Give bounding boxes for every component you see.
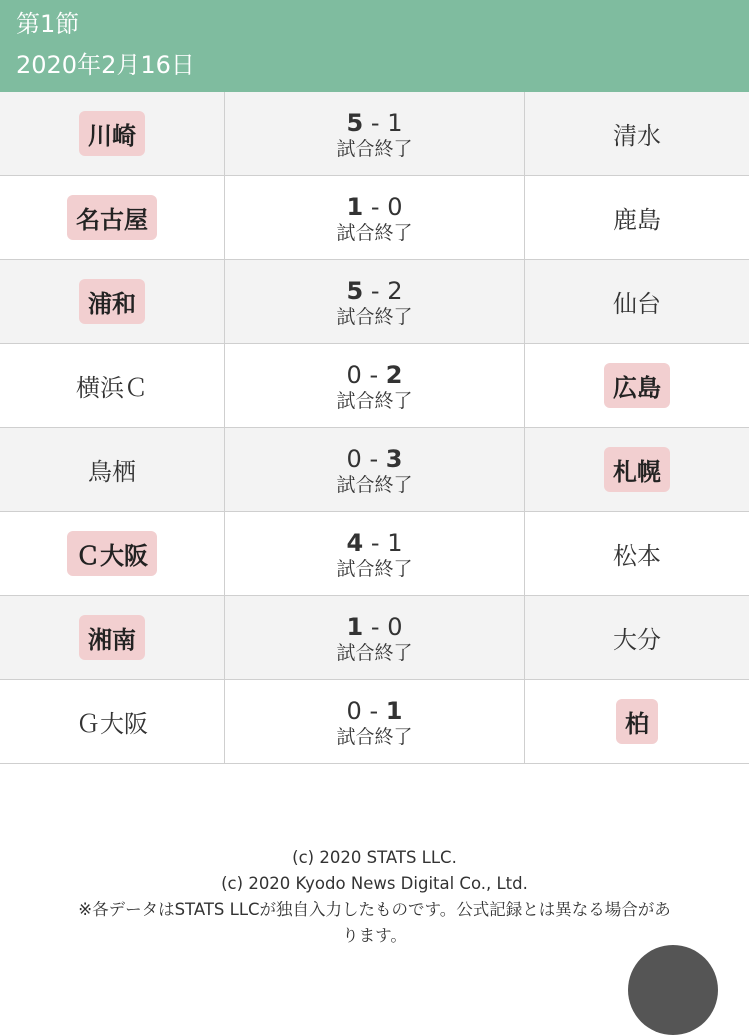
copyright-footer	[0, 845, 749, 949]
match-row[interactable]	[0, 92, 749, 176]
away-team-name: 仙台	[613, 290, 661, 318]
home-team-cell	[0, 92, 224, 175]
away-team-name: 清水	[613, 122, 661, 150]
match-status: 試合終了	[336, 473, 413, 496]
match-row[interactable]	[0, 176, 749, 260]
match-status: 試合終了	[336, 137, 413, 160]
score	[347, 193, 403, 221]
match-row[interactable]	[0, 512, 749, 596]
score	[347, 697, 403, 725]
home-team-cell	[0, 260, 224, 343]
away-score: 0	[387, 192, 403, 221]
away-score: 3	[385, 444, 403, 473]
match-status: 試合終了	[336, 221, 413, 244]
home-score: 0	[346, 444, 362, 473]
data-disclaimer-cont: ります。	[342, 926, 407, 945]
home-team-name: 横浜Ｃ	[76, 374, 148, 402]
away-team-name: 柏	[616, 699, 658, 744]
match-status: 試合終了	[336, 725, 413, 748]
score-cell	[225, 428, 524, 511]
home-score: 5	[346, 276, 364, 305]
score-cell	[225, 344, 524, 427]
home-team-cell	[0, 428, 224, 511]
away-team-name: 札幌	[604, 447, 670, 492]
score	[347, 613, 403, 641]
score-separator: -	[370, 108, 380, 137]
home-team-cell	[0, 680, 224, 763]
away-team-cell	[525, 176, 749, 259]
home-team-cell	[0, 176, 224, 259]
away-team-cell	[525, 428, 749, 511]
away-score: 2	[387, 276, 403, 305]
match-status: 試合終了	[336, 305, 413, 328]
home-team-name: 川崎	[79, 111, 145, 156]
match-row[interactable]	[0, 260, 749, 344]
away-team-cell	[525, 512, 749, 595]
away-score: 1	[385, 696, 403, 725]
match-row[interactable]	[0, 428, 749, 512]
round-title: 第1節	[16, 10, 80, 38]
score-separator: -	[370, 192, 380, 221]
score	[347, 529, 403, 557]
score-separator: -	[370, 612, 380, 641]
home-score: 0	[346, 360, 362, 389]
round-header	[0, 0, 749, 92]
home-team-cell	[0, 512, 224, 595]
score-cell	[225, 176, 524, 259]
copyright-stats: (c) 2020 STATS LLC.	[292, 848, 457, 867]
match-status: 試合終了	[336, 557, 413, 580]
away-team-name: 大分	[613, 626, 661, 654]
score	[347, 109, 403, 137]
score	[347, 277, 403, 305]
data-disclaimer: ※各データはSTATS LLCが独自入力したものです。公式記録とは異なる場合があ	[78, 900, 671, 919]
match-row[interactable]	[0, 596, 749, 680]
home-score: 1	[346, 612, 364, 641]
home-team-cell	[0, 344, 224, 427]
match-row[interactable]	[0, 344, 749, 428]
match-date: 2020年2月16日	[16, 51, 195, 79]
home-team-name: 浦和	[79, 279, 145, 324]
away-score: 0	[387, 612, 403, 641]
away-team-cell	[525, 92, 749, 175]
score-cell	[225, 512, 524, 595]
scroll-top-button[interactable]	[628, 945, 718, 1035]
score-separator: -	[370, 276, 380, 305]
away-team-cell	[525, 260, 749, 343]
away-score: 1	[387, 528, 403, 557]
away-team-name: 鹿島	[613, 206, 661, 234]
home-team-name: Ｃ大阪	[67, 531, 157, 576]
home-score: 5	[346, 108, 364, 137]
home-score: 1	[346, 192, 364, 221]
match-row[interactable]	[0, 680, 749, 764]
score-separator: -	[370, 528, 380, 557]
away-team-cell	[525, 596, 749, 679]
away-team-cell	[525, 344, 749, 427]
home-score: 4	[346, 528, 364, 557]
score-cell	[225, 596, 524, 679]
home-team-cell	[0, 596, 224, 679]
score-cell	[225, 92, 524, 175]
score	[347, 361, 403, 389]
score	[347, 445, 403, 473]
match-status: 試合終了	[336, 641, 413, 664]
home-team-name: 名古屋	[67, 195, 157, 240]
away-team-name: 広島	[604, 363, 670, 408]
away-team-cell	[525, 680, 749, 763]
home-team-name: Ｇ大阪	[76, 710, 148, 738]
score-separator: -	[369, 696, 379, 725]
score-cell	[225, 260, 524, 343]
match-status: 試合終了	[336, 389, 413, 412]
score-separator: -	[369, 360, 379, 389]
home-team-name: 鳥栖	[88, 458, 136, 486]
home-score: 0	[346, 696, 362, 725]
away-team-name: 松本	[613, 542, 661, 570]
away-score: 1	[387, 108, 403, 137]
copyright-kyodo: (c) 2020 Kyodo News Digital Co., Ltd.	[221, 874, 528, 893]
score-separator: -	[369, 444, 379, 473]
home-team-name: 湘南	[79, 615, 145, 660]
away-score: 2	[385, 360, 403, 389]
score-cell	[225, 680, 524, 763]
results-table	[0, 92, 749, 764]
